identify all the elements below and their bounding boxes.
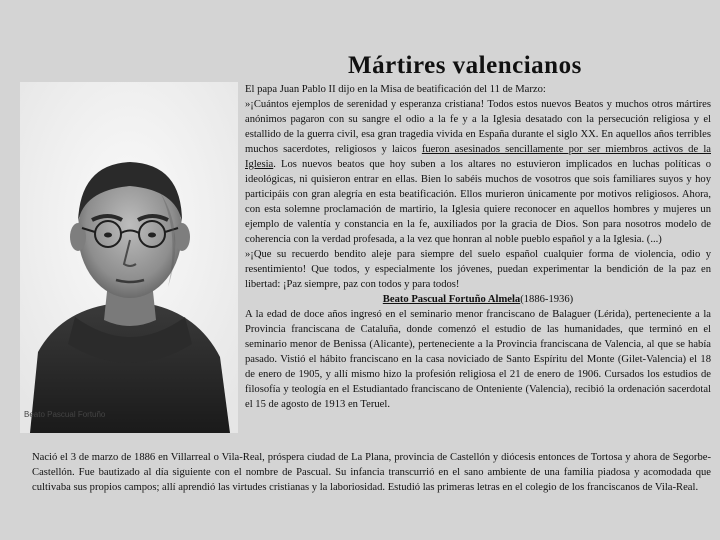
bio-paragraph-1: A la edad de doce años ingresó en el seminario menor franciscano de Balaguer (Lérida), perteneciente a la Provincia franciscana de Cataluña, donde comenzó el estudio de las humanidades, que terminó en el seminario menor de Benissa (Alicante), perteneciente a la Provincia franciscana de Valencia, al que se había pasado. Vistió el hábito franciscano en la casa noviciado de Santo Espíritu del Monte (Gilet-Valencia) el 18 de enero de 1905, y allí mismo hizo la profesión religiosa el 21 de enero de 1906. Cursados los estudios de filosofía y teología en el Estudiantado franciscano de Onteniente (Valencia), recibió la ordenación sacerdotal el 15 de agosto de 1913 en Teruel. <box>245 309 711 410</box>
quote-text-b: . Los nuevos beatos que hoy suben a los altares no estuvieron implicados en luchas políticas o ideológicas, ni quisieron entrar en ellas. Bien lo sabéis muchos de vosotros que sois familiares suyos y hoy participáis con gran alegría en esta beatificación. Ellos murieron únicamente por motivos religiosos. Ahora, con esta solemne proclamación de martirio, la Iglesia quiere reconocer en aquellos hombres y mujeres un ejemplo de valentía y constancia en la fe, auxiliados por la gracia de Dios. Son para nosotros modelo de coherencia con la verdad profesada, a la vez que honran al noble pueblo español y a la Iglesia. (...) <box>245 159 711 245</box>
portrait-illustration <box>20 82 238 433</box>
quote-paragraph-1 <box>245 97 711 247</box>
section-heading <box>245 292 711 307</box>
photo-caption: Beato Pascual Fortuño <box>24 410 106 419</box>
quote-paragraph-2: »¡Que su recuerdo bendito aleje para siempre del suelo español cualquier forma de violencia, odio y resentimiento! Que todos, y especialmente los jóvenes, puedan experimentar la bendición de la paz en libertad: ¡Paz siempre, paz con todos y para todos! <box>245 249 711 290</box>
page-title: Mártires valencianos <box>348 52 582 79</box>
intro-paragraph: El papa Juan Pablo II dijo en la Misa de beatificación del 11 de Marzo: <box>245 84 546 95</box>
quote-underlined-text: fueron asesinados sencillamente por ser miembros activos de la Iglesia <box>245 144 711 170</box>
heading-years: (1886-1936) <box>520 294 574 305</box>
bio-paragraph-2: Nació el 3 de marzo de 1886 en Villarreal o Vila-Real, próspera ciudad de La Plana, provincia de Castellón y diócesis entonces de Tortosa y ahora de Segorbe-Castellón. Fue bautizado al día siguiente con el nombre de Pascual. Su infancia transcurrió en el sano ambiente de una familia piadosa y acomodada que cultivaba sus propios campos; allí aprendió las virtudes cristianas y la laboriosidad. Estudió las primeras letras en el colegio de los franciscanos de Vila-Real. <box>32 452 711 493</box>
heading-name: Beato Pascual Fortuño Almela <box>382 294 521 305</box>
quote-text-a: »¡Cuántos ejemplos de serenidad y esperanza cristiana! Todos estos nuevos Beatos y muchos otros mártires anónimos pagaron con su sangre el odio a la fe y a la Iglesia desatado con la persecución religiosa y el estallido de la guerra civil, esa gran tragedia vivida en España durante el siglo XX. En aquellos años terribles muchos sacerdotes, religiosos y laicos <box>245 99 711 155</box>
portrait-photo <box>20 82 238 433</box>
main-text-column <box>245 82 711 412</box>
